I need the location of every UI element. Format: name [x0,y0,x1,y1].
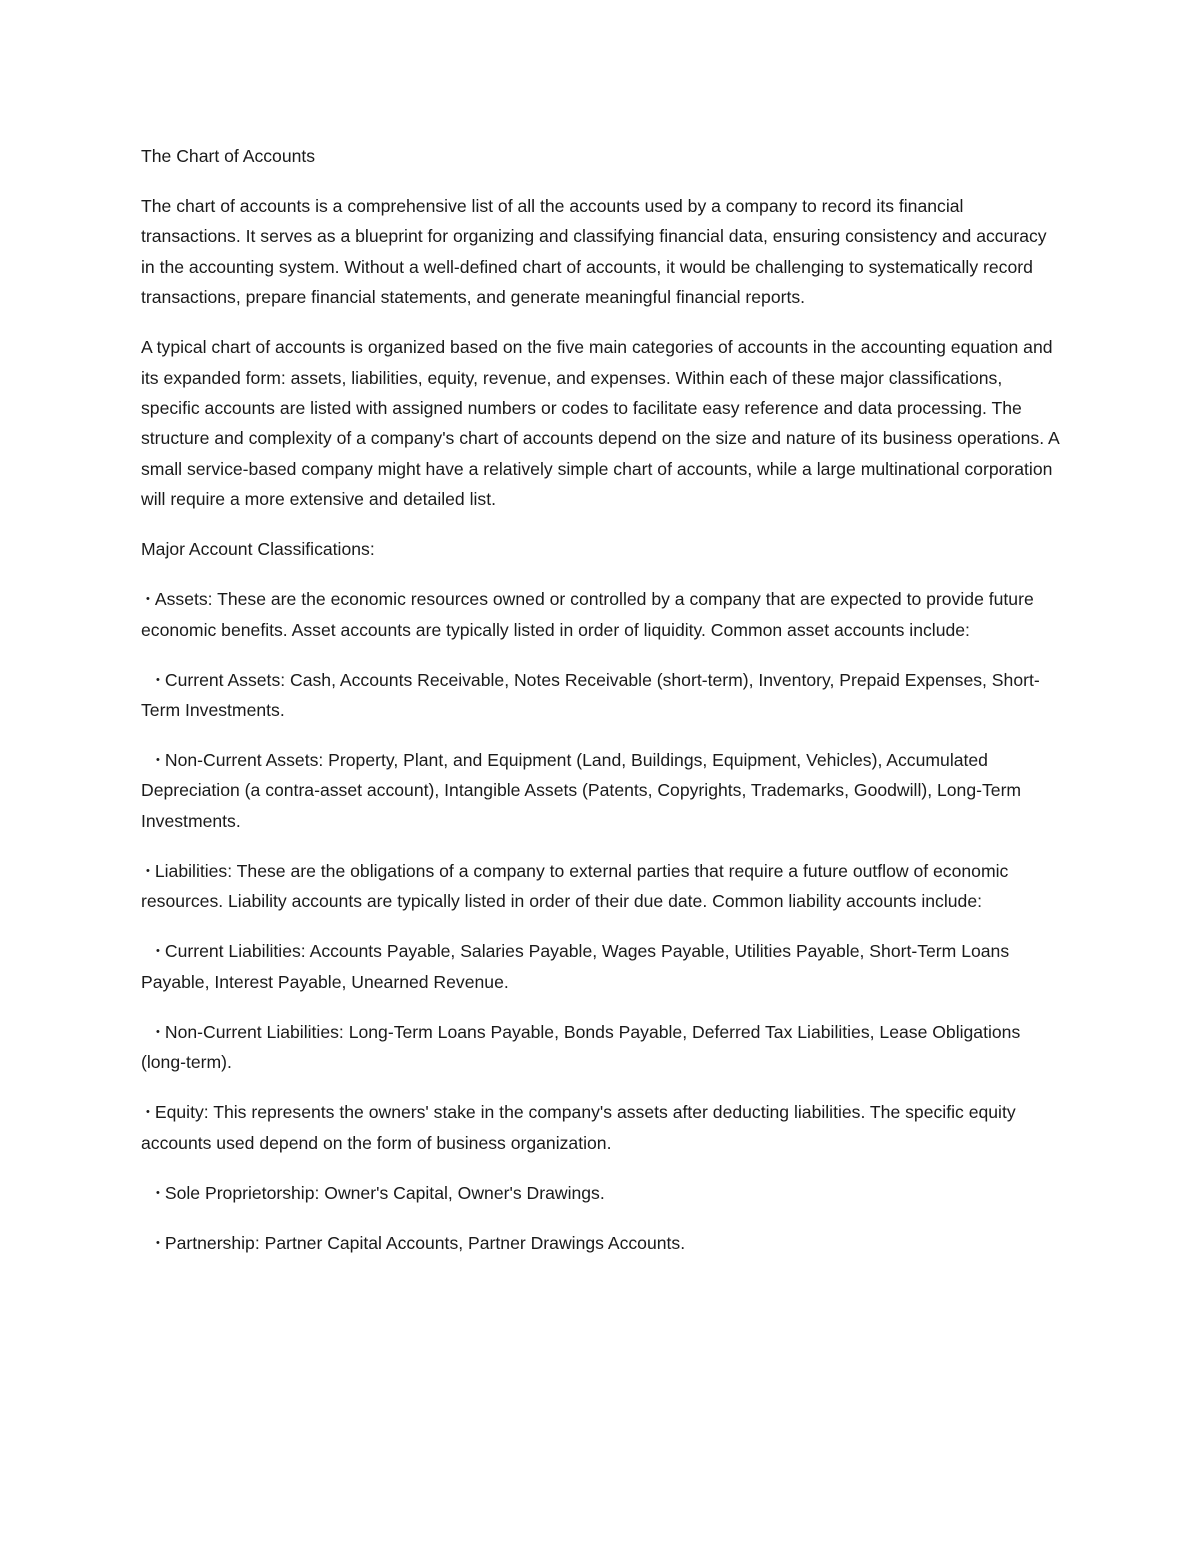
list-item-text: Sole Proprietorship: Owner's Capital, Owner's Drawings. [164,1182,605,1203]
list-item [141,936,1059,997]
bullet-icon: • [156,673,160,686]
intro-paragraph: A typical chart of accounts is organized based on the five main categories of accounts in the accounting equation and its expanded form: assets, liabilities, equity, revenue, and expenses. Within each of these major classifications, specific accounts are listed with assigned numbers or codes to facilitate easy reference and data processing. The structure and complexity of a company's chart of accounts depend on the size and nature of its business operations. A small service-based company might have a relatively simple chart of accounts, while a large multinational corporation will require a more extensive and detailed list. [141,337,1059,510]
bullet-icon: • [156,945,160,958]
section-heading: Major Account Classifications: [141,539,375,560]
list-item-text: Liabilities: These are the obligations of a company to external parties that require a future outflow of economic resources. Liability accounts are typically listed in order of their due date. Common liability accounts include: [141,860,1009,912]
intro-paragraph: The chart of accounts is a comprehensive list of all the accounts used by a company to record its financial transactions. It serves as a blueprint for organizing and classifying financial data, ensuring consistency and accuracy in the accounting system. Without a well-defined chart of accounts, it would be challenging to systematically record transactions, prepare financial statements, and generate meaningful financial reports. [141,196,1047,308]
bullet-icon: • [156,1025,160,1038]
bullet-icon: • [146,864,150,877]
list-item-text: Assets: These are the economic resources owned or controlled by a company that are expected to provide future economic benefits. Asset accounts are typically listed in order of liquidity. Common asset accounts include: [141,589,1034,640]
bullet-icon: • [156,1236,160,1249]
list-item-text: Non-Current Liabilities: Long-Term Loans Payable, Bonds Payable, Deferred Tax Liabilities, Lease Obligations (long-term). [141,1021,1021,1073]
list-item [141,1017,1059,1078]
document-title: The Chart of Accounts [141,146,316,166]
bullet-icon: • [146,593,150,606]
list-item [141,745,1059,836]
list-item [141,1097,1059,1158]
list-item [141,1228,1059,1258]
list-item-text: Equity: This represents the owners' stake in the company's assets after deducting liabilities. The specific equity accounts used depend on the form of business organization. [141,1102,1016,1153]
list-item [141,856,1059,917]
list-item-text: Partnership: Partner Capital Accounts, Partner Drawings Accounts. [164,1232,686,1253]
list-item-text: Non-Current Assets: Property, Plant, and Equipment (Land, Buildings, Equipment, Vehicles), Accumulated Depreciation (a contra-asset account), Intangible Assets (Patents, Copyrights, Trademarks, Goodwill), Long-Term Investments. [141,750,1022,831]
document-body [141,141,1059,1278]
bullet-icon: • [156,1186,160,1199]
list-item [141,584,1059,645]
list-item-text: Current Liabilities: Accounts Payable, Salaries Payable, Wages Payable, Utilities Payable, Short-Term Loans Payable, Interest Payable, Unearned Revenue. [141,941,1010,992]
bullet-icon: • [156,754,160,767]
bullet-icon: • [146,1106,150,1119]
list-item [141,665,1059,726]
list-item-text: Current Assets: Cash, Accounts Receivable, Notes Receivable (short-term), Inventory, Prepaid Expenses, Short-Term Investments. [141,669,1040,721]
list-item [141,1178,1059,1208]
